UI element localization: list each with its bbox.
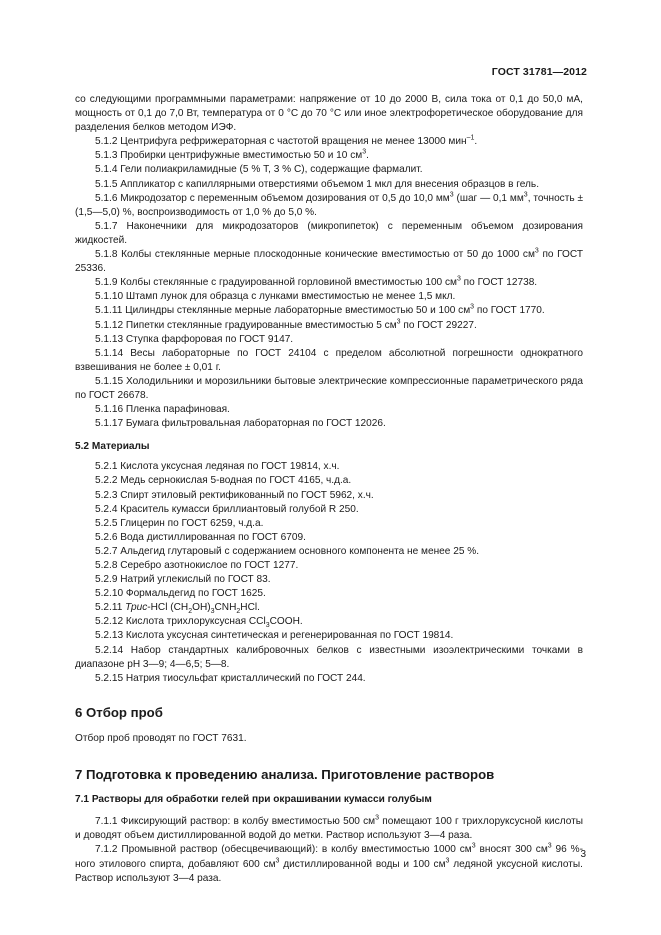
section-7-1-heading: 7.1 Растворы для обработки гелей при окрашивании кумасси голубым bbox=[75, 794, 432, 806]
materials-item-5-2-2: 5.2.2 Медь сернокислая 5-водная по ГОСТ 4165, ч.д.а. bbox=[95, 475, 352, 487]
materials-item-5-2-1: 5.2.1 Кислота уксусная ледяная по ГОСТ 19814, х.ч. bbox=[95, 461, 340, 473]
materials-heading: 5.2 Материалы bbox=[75, 441, 150, 453]
equipment-item-5-1-9: 5.1.9 Колбы стеклянные с градуированной горловиной вместимостью 100 $см^3$ по ГОСТ 12738. bbox=[95, 275, 538, 289]
materials-item-5-2-10: 5.2.10 Формальдегид по ГОСТ 1625. bbox=[95, 588, 266, 600]
equipment-item-5-1-14: 5.1.14 Весы лабораторные по ГОСТ 24104 с пределом абсолютной погрешности однократного взвешивания не более ± 0,01 г. bbox=[75, 347, 583, 373]
materials-item-5-2-5: 5.2.5 Глицерин по ГОСТ 6259, ч.д.а. bbox=[95, 517, 264, 529]
paragraph-7-1-1: 7.1.1 Фиксирующий раствор: в колбу вместимостью 500 $см^3$ помещают 100 г трихлоруксусной кислоты и доводят объем дистиллированной водой до метки. Раствор используют 3—4 раза. bbox=[75, 814, 583, 842]
equipment-item-5-1-15: 5.1.15 Холодильники и морозильники бытовые электрические компрессионные параметрического ряда по ГОСТ 26678. bbox=[75, 375, 583, 401]
equipment-item-5-1-4: 5.1.4 Гели полиакриламидные (5 % Т, 3 % С), содержащие фармалит. bbox=[95, 164, 423, 176]
materials-item-5-2-6: 5.2.6 Вода дистиллированная по ГОСТ 6709. bbox=[95, 531, 306, 543]
equipment-list bbox=[75, 135, 583, 431]
equipment-item-5-1-2: 5.1.2 Центрифуга рефрижераторная с частотой вращения не менее 13000 мин$^{-1}$. bbox=[95, 134, 478, 148]
equipment-item-5-1-17: 5.1.17 Бумага фильтровальная лабораторная по ГОСТ 12026. bbox=[95, 418, 386, 430]
materials-item-5-2-3: 5.2.3 Спирт этиловый ректификованный по ГОСТ 5962, х.ч. bbox=[95, 489, 374, 501]
materials-item-5-2-9: 5.2.9 Натрий углекислый по ГОСТ 83. bbox=[95, 574, 271, 586]
section-6-heading: 6 Отбор проб bbox=[75, 704, 163, 720]
materials-item-5-2-14: 5.2.14 Набор стандартных калибровочных белков с известными изоэлектрическими точками в диапазоне рН 3—9; 4—6,5; 5—8. bbox=[75, 644, 583, 670]
equipment-item-5-1-5: 5.1.5 Аппликатор с капиллярными отверстиями объемом 1 мкл для внесения образцов в гель. bbox=[95, 178, 539, 190]
page-header-doc-id: ГОСТ 31781—2012 bbox=[491, 66, 587, 78]
equipment-item-5-1-6: 5.1.6 Микродозатор с переменным объемом дозирования от 0,5 до 10,0 $мм^3$ (шаг — 0,1 $мм^3$, точность ± (1,5—5,0) %, воспроизводимость от 1,0 % до 5,0 %. bbox=[75, 191, 583, 218]
equipment-item-5-1-12: 5.1.12 Пипетки стеклянные градуированные вместимостью 5 $см^3$ по ГОСТ 29227. bbox=[95, 318, 477, 331]
materials-list bbox=[75, 460, 583, 601]
materials-item-5-2-8: 5.2.8 Серебро азотнокислое по ГОСТ 1277. bbox=[95, 560, 299, 571]
equipment-item-5-1-16: 5.1.16 Пленка парафиновая. bbox=[95, 404, 230, 416]
materials-item-5-2-11: 5.2.11 Трис-HCl $(CH_2OH)_3CNH_2HCl$. bbox=[95, 602, 260, 616]
section-6-text: Отбор проб проводят по ГОСТ 7631. bbox=[75, 732, 247, 744]
equipment-item-5-1-7: 5.1.7 Наконечники для микродозаторов (микропипеток) с переменным объемом дозирования жидкостей. bbox=[75, 220, 584, 246]
equipment-item-5-1-13: 5.1.13 Ступка фарфоровая по ГОСТ 9147. bbox=[95, 333, 294, 345]
materials-item-5-2-7: 5.2.7 Альдегид глутаровый с содержанием основного компонента не менее 25 %. bbox=[95, 545, 480, 557]
intro-paragraph: со следующими программными параметрами: напряжение от 10 до 2000 В, сила тока от 0,1 до 50,0 мА, мощность от 0,1 до 7,0 Вт, температура от 0 °С до 70 °С или иное электрофоретическое оборудование для разделения белков методом ИЭФ. bbox=[75, 94, 583, 134]
equipment-item-5-1-10: 5.1.10 Штамп лунок для образца с лунками вместимостью не менее 1,5 мкл. bbox=[95, 291, 456, 303]
equipment-item-5-1-8: 5.1.8 Колбы стеклянные мерные плоскодонные конические вместимостью от 50 до 1000 $см^3$ по ГОСТ 25336. bbox=[75, 247, 583, 275]
paragraph-7-1-2: 7.1.2 Промывной раствор (обесцвечивающий): в колбу вместимостью 1000 $см^3$ вносят 300 $см^3$ 96 %-ного этилового спирта, добавляют 600 $см^3$ дистиллированной воды и 100 $см^3$ ледяной уксусной кислоты. Раствор используют 3—4 раза. bbox=[75, 843, 583, 884]
section-7-heading: 7 Подготовка к проведению анализа. Приготовление растворов bbox=[75, 767, 495, 783]
page-content bbox=[75, 93, 583, 886]
materials-item-5-2-13: 5.2.13 Кислота уксусная синтетическая и регенерированная по ГОСТ 19814. bbox=[95, 630, 454, 642]
materials-item-5-2-4: 5.2.4 Краситель кумасси бриллиантовый голубой R 250. bbox=[95, 503, 359, 515]
materials-item-5-2-15: 5.2.15 Натрия тиосульфат кристаллический по ГОСТ 244. bbox=[95, 672, 366, 684]
equipment-item-5-1-3: 5.1.3 Пробирки центрифужные вместимостью 50 и 10 $см^3$. bbox=[95, 149, 369, 162]
equipment-item-5-1-11: 5.1.11 Цилиндры стеклянные мерные лабораторные вместимостью 50 и 100 $см^3$ по ГОСТ 1770. bbox=[95, 304, 545, 317]
page-number: 3 bbox=[580, 849, 586, 860]
materials-item-5-2-12: 5.2.12 Кислота трихлоруксусная CCl$_3$COOH. bbox=[95, 616, 303, 630]
materials-list-tail bbox=[75, 629, 583, 685]
